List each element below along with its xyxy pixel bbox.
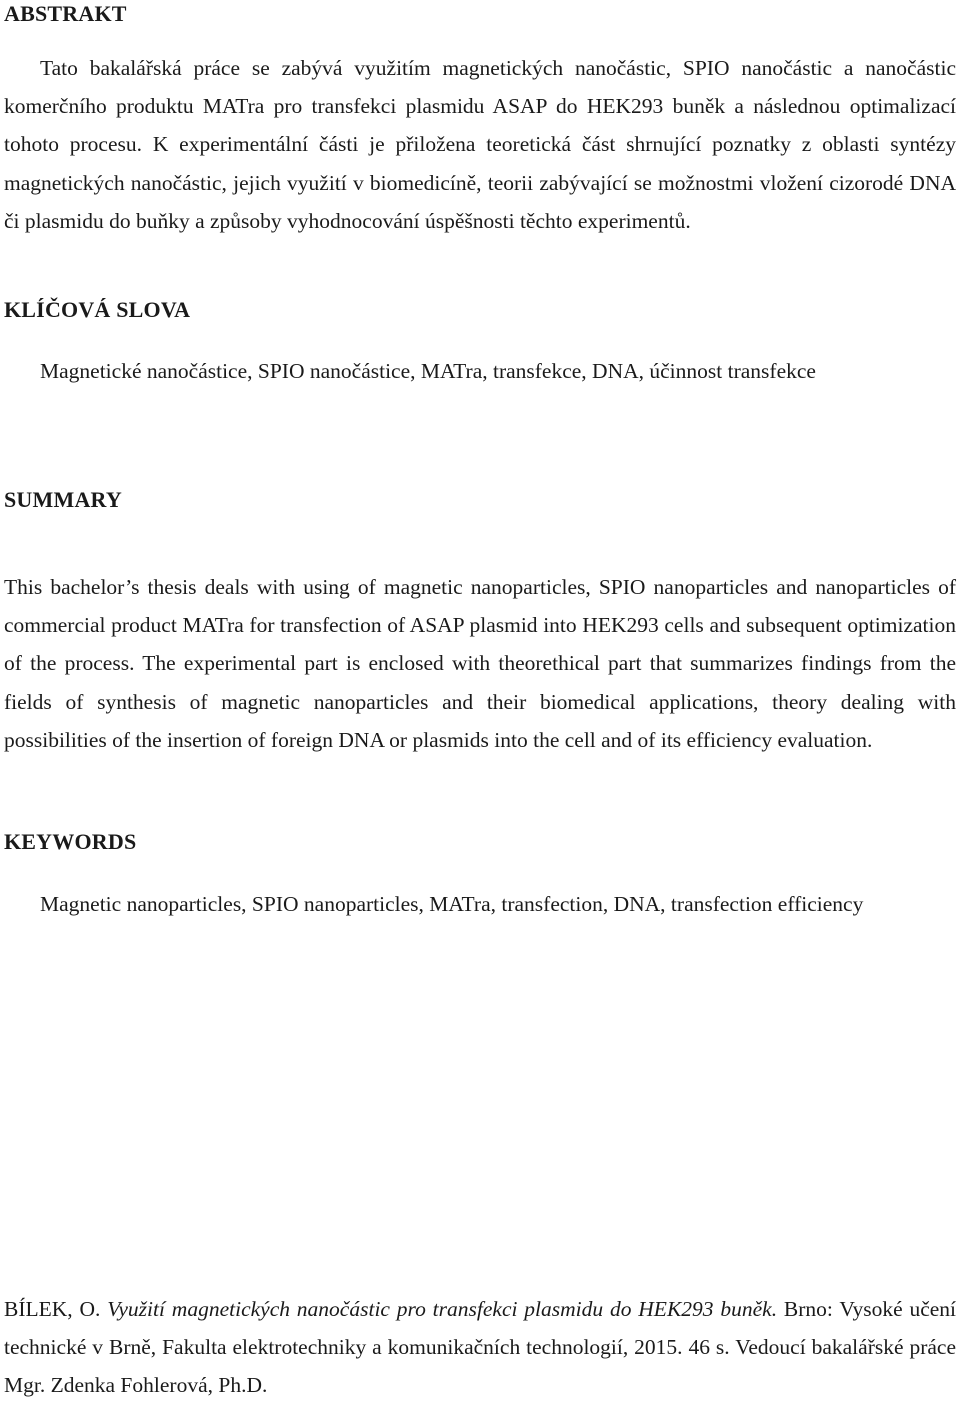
keywords-heading: KEYWORDS bbox=[4, 829, 137, 854]
abstrakt-heading: ABSTRAKT bbox=[4, 1, 127, 26]
citation-title: Využití magnetických nanočástic pro transfekci plasmidu do HEK293 buněk. bbox=[107, 1297, 778, 1321]
klicova-slova-paragraph: Magnetické nanočástice, SPIO nanočástice, MATra, transfekce, DNA, účinnost transfekce bbox=[40, 359, 816, 383]
abstrakt-paragraph: Tato bakalářská práce se zabývá využitím magnetických nanočástic, SPIO nanočástic a nanočástic komerčního produktu MATra pro transfekci plasmidu ASAP do HEK293 buněk a následnou optimalizací tohoto procesu. K experimentální části je přiložena teoretická část shrnující poznatky z oblasti syntézy magnetických nanočástic, jejich využití v biomedicíně, teorii zabývající se možnostmi vložení cizorodé DNA či plasmidu do buňky a způsoby vyhodnocování úspěšnosti těchto experimentů. bbox=[4, 56, 956, 233]
citation bbox=[4, 1290, 956, 1405]
citation-details: Brno: Vysoké učení technické v Brně, Fakulta elektrotechniky a komunikačních technologií, 2015. 46 s. Vedoucí bakalářské práce Mgr. Zdenka Fohlerová, Ph.D. bbox=[4, 1297, 957, 1398]
summary-paragraph: This bachelor’s thesis deals with using of magnetic nanoparticles, SPIO nanoparticles and nanoparticles of commercial product MATra for transfection of ASAP plasmid into HEK293 cells and subsequent optimization of the process. The experimental part is enclosed with theorethical part that summarizes findings from the fields of synthesis of magnetic nanoparticles and their biomedical applications, theory dealing with possibilities of the insertion of foreign DNA or plasmids into the cell and of its efficiency evaluation. bbox=[4, 575, 956, 752]
klicova-slova-heading: KLÍČOVÁ SLOVA bbox=[4, 297, 191, 322]
summary-heading: SUMMARY bbox=[4, 487, 122, 512]
keywords-paragraph: Magnetic nanoparticles, SPIO nanoparticles, MATra, transfection, DNA, transfection efficiency bbox=[40, 892, 864, 916]
citation-author: BÍLEK, O. bbox=[4, 1297, 101, 1321]
